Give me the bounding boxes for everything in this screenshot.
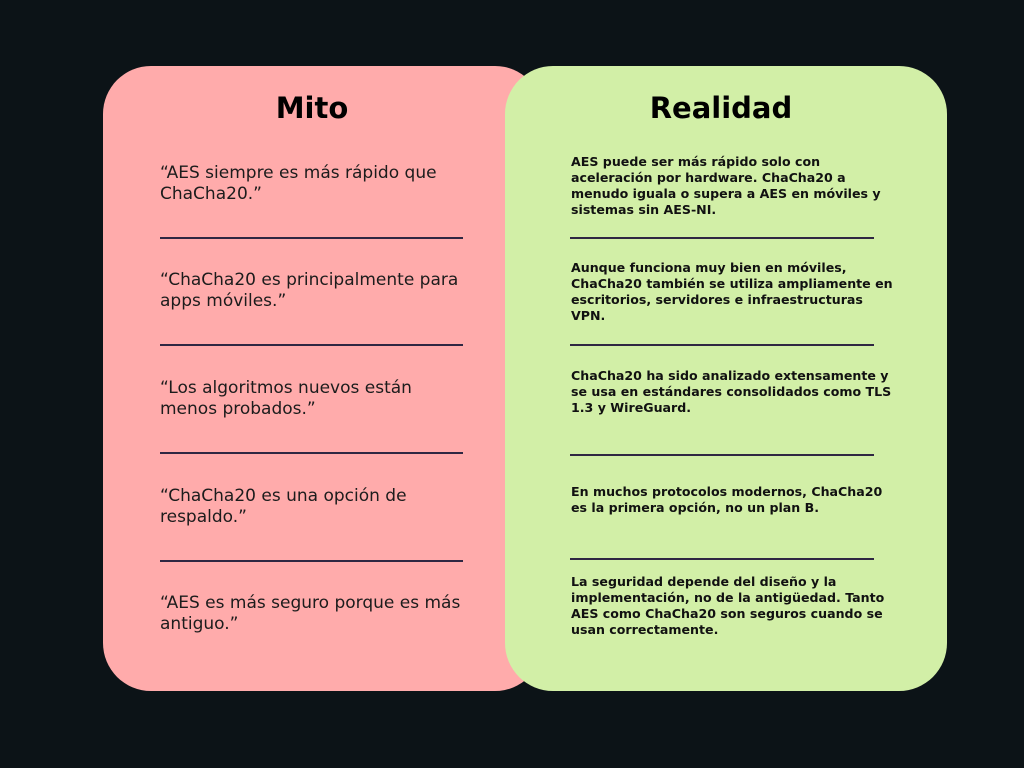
myth-divider-3: [160, 452, 463, 454]
reality-divider-2: [570, 344, 874, 346]
reality-divider-4: [570, 558, 874, 560]
myth-item-4: “ChaCha20 es una opción de respaldo.”: [160, 486, 407, 527]
reality-panel: [505, 66, 947, 691]
myth-item-2: “ChaCha20 es principalmente para apps móviles.”: [160, 270, 459, 311]
reality-item-5: La seguridad depende del diseño y la implementación, no de la antigüedad. Tanto AES como ChaCha20 son seguros cuando se usan correctamente.: [571, 574, 885, 637]
reality-item-3: ChaCha20 ha sido analizado extensamente y se usa en estándares consolidados como TLS 1.3 y WireGuard.: [571, 368, 892, 415]
myth-title: Mito: [275, 91, 349, 125]
myth-divider-2: [160, 344, 463, 346]
myth-item-1: “AES siempre es más rápido que ChaCha20.”: [160, 163, 437, 204]
reality-item-4: En muchos protocolos modernos, ChaCha20 es la primera opción, no un plan B.: [571, 484, 883, 515]
myth-item-5: “AES es más seguro porque es más antiguo.”: [160, 593, 461, 634]
reality-item-2: Aunque funciona muy bien en móviles, ChaCha20 también se utiliza ampliamente en escritorios, servidores e infraestructuras VPN.: [571, 260, 893, 323]
myth-divider-1: [160, 237, 463, 239]
myth-item-3: “Los algoritmos nuevos están menos probados.”: [160, 378, 412, 419]
reality-divider-3: [570, 454, 874, 456]
myth-panel: [103, 66, 543, 691]
myth-divider-4: [160, 560, 463, 562]
reality-divider-1: [570, 237, 874, 239]
reality-title: Realidad: [649, 91, 793, 125]
reality-item-1: AES puede ser más rápido solo con aceleración por hardware. ChaCha20 a menudo iguala o supera a AES en móviles y sistemas sin AES-NI.: [571, 154, 881, 217]
